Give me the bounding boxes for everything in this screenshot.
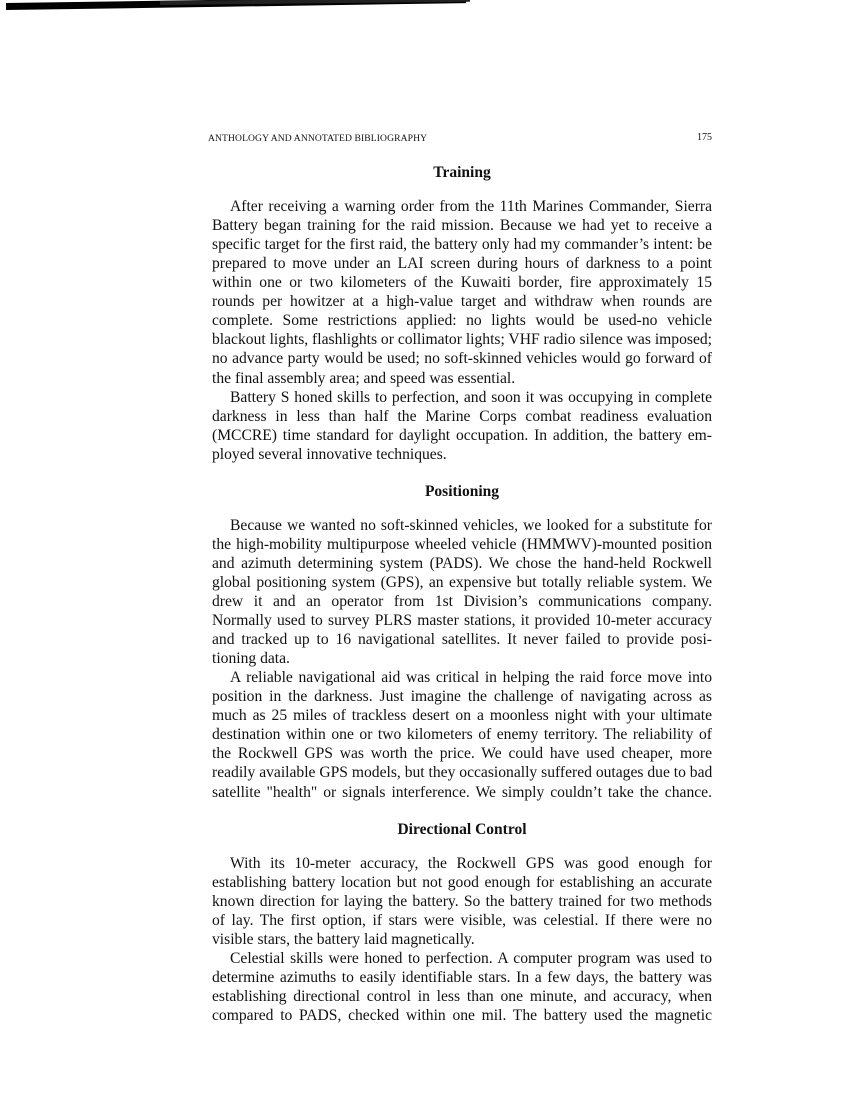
text-line: known direction for laying the battery. So the battery trained for two methods [212,892,712,910]
text-line: After receiving a warning order from the 11th Marines Commander, Sierra [230,198,712,216]
section-heading: Training [433,164,491,181]
text-line: determine azimuths to easily identifiable stars. In a few days, the battery was [212,968,712,986]
text-line: establishing battery location but not good enough for establishing an accurate [212,873,712,891]
page-number: 175 [697,132,712,143]
text-line: Battery S honed skills to perfection, and soon it was occupying in complete [230,388,712,406]
text-line: readily available GPS models, but they occasionally suffered outages due to bad [212,764,713,782]
text-line: no advance party would be used; no soft-skinned vehicles would go forward of [212,350,712,368]
running-head-title: ANTHOLOGY AND ANNOTATED BIBLIOGRAPHY [208,133,428,144]
text-line: global positioning system (GPS), an expensive but totally reliable system. We [212,573,712,591]
text-line: Battery began training for the raid mission. Because we had yet to receive a [212,217,712,235]
text-line: satellite "health" or signals interference. We simply couldn’t take the chance. [212,783,712,801]
text-line: establishing directional control in less than one minute, and accuracy, when [212,987,712,1005]
text-line: of lay. The first option, if stars were visible, was celestial. If there were no [212,911,712,929]
text-line: prepared to move under an LAI screen during hours of darkness to a point [212,255,712,273]
text-line: darkness in less than half the Marine Corps combat readiness evaluation [212,407,712,425]
text-line: complete. Some restrictions applied: no lights would be used-no vehicle [212,312,712,330]
text-line: within one or two kilometers of the Kuwaiti border, fire approximately 15 [212,274,712,292]
text-line: much as 25 miles of trackless desert on a moonless night with your ultimate [212,707,712,725]
text-line: and azimuth determining system (PADS). We chose the hand-held Rockwell [212,554,712,572]
text-line: With its 10-meter accuracy, the Rockwell GPS was good enough for [230,854,712,872]
text-line: the Rockwell GPS was worth the price. We could have used cheaper, more [212,745,712,763]
text-line: compared to PADS, checked within one mil. The battery used the magnetic [212,1007,712,1024]
section-heading: Directional Control [397,820,527,838]
running-head [208,130,712,146]
text-line: ployed several innovative techniques. [212,445,447,463]
text-line: rounds per howitzer at a high-value target and withdraw when rounds are [212,293,712,311]
text-line: Celestial skills were honed to perfection. A computer program was used to [230,949,712,967]
text-line: Because we wanted no soft-skinned vehicles, we looked for a substitute for [230,516,712,534]
section-heading: Positioning [424,482,500,500]
text-line: and tracked up to 16 navigational satellites. It never failed to provide posi- [212,631,712,649]
text-line: Normally used to survey PLRS master stations, it provided 10-meter accuracy [212,612,712,630]
text-line: the final assembly area; and speed was essential. [212,369,516,387]
text-line: visible stars, the battery laid magnetically. [212,930,475,948]
text-line: specific target for the first raid, the battery only had my commander’s intent: be [212,236,712,254]
text-line: A reliable navigational aid was critical in helping the raid force move into [230,669,712,687]
text-line: position in the darkness. Just imagine the challenge of navigating across as [212,688,712,706]
text-line: tioning data. [212,650,290,668]
text-line: blackout lights, flashlights or collimator lights; VHF radio silence was imposed; [212,331,712,349]
text-line: destination within one or two kilometers of enemy territory. The reliability of [212,726,712,744]
text-line: (MCCRE) time standard for daylight occupation. In addition, the battery em- [212,426,712,444]
text-line: drew it and an operator from 1st Division’s communications company. [212,593,712,610]
text-line: the high-mobility multipurpose wheeled vehicle (HMMWV)-mounted position [212,535,712,553]
